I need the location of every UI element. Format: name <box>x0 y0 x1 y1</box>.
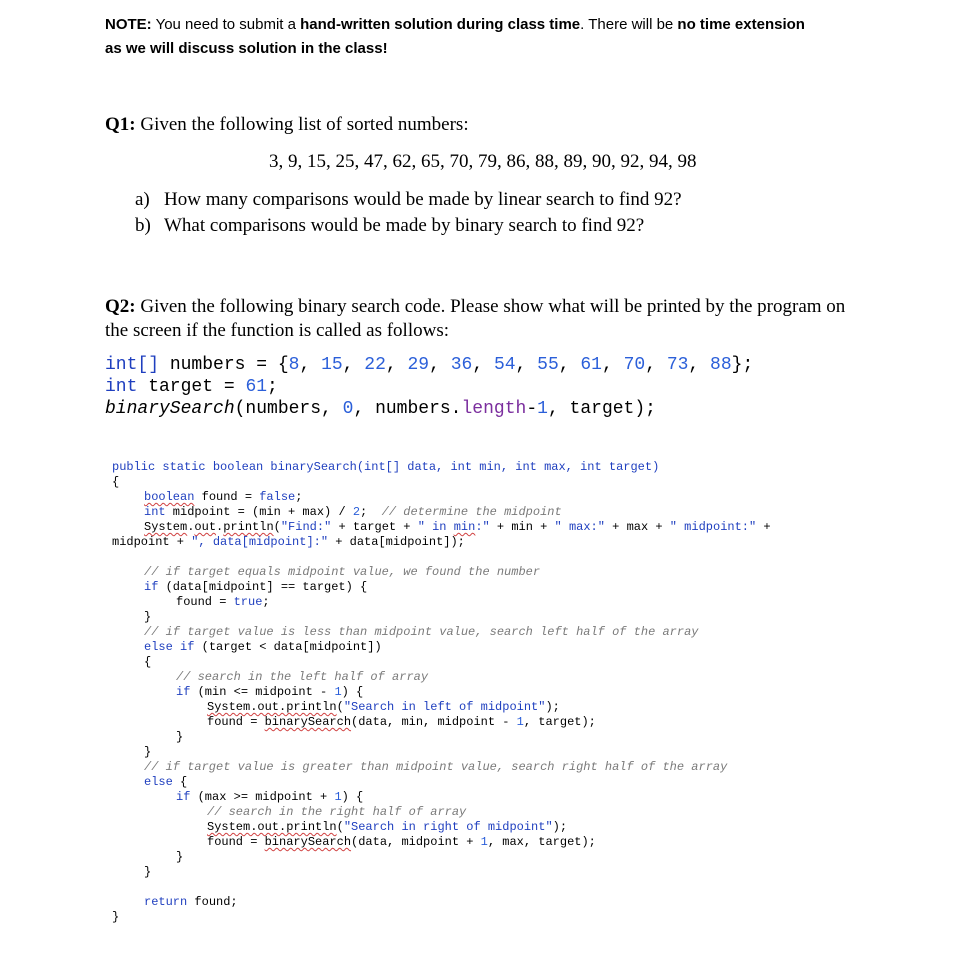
code-one-2: 1 <box>516 715 524 729</box>
call-number-value: 8 <box>288 355 300 375</box>
code-found-assign-2: found = <box>176 595 234 609</box>
code-line-else-if <box>144 640 382 654</box>
call-number-value: 29 <box>407 355 430 375</box>
call-line-2-end: ; <box>267 377 278 397</box>
code-str-data: ", data[midpoint]:" <box>191 535 329 549</box>
call-target-decl: target = <box>137 377 246 397</box>
code-data-midpoint: + data[midpoint]); <box>328 535 465 549</box>
call-number-separator: , <box>558 355 581 375</box>
code-binary-search-call: binarySearch <box>264 715 352 729</box>
q1-text: Given the following list of sorted numbers: <box>135 114 469 135</box>
code-paren-close: ); <box>545 700 560 714</box>
code-brace-open: { <box>112 475 120 489</box>
call-number-separator: , <box>688 355 711 375</box>
call-number-value: 36 <box>450 355 473 375</box>
code-str-min: min <box>453 520 476 534</box>
call-function-name: binarySearch <box>105 399 235 419</box>
code-if-max-cond: (max >= midpoint + <box>190 790 335 804</box>
code-args-left-end: , target); <box>523 715 596 729</box>
call-number-separator: , <box>601 355 624 375</box>
note-emphasis-handwritten: hand-written solution during class time <box>300 16 581 33</box>
code-brace-close-5: } <box>144 865 152 879</box>
code-else-if-kw: else if <box>144 640 195 654</box>
code-line-found-true <box>176 595 270 609</box>
note-label: NOTE: <box>105 16 152 33</box>
code-return-value: found; <box>187 895 238 909</box>
call-args-2: , numbers. <box>353 399 462 419</box>
code-comment-left: // search in the left half of array <box>176 670 429 684</box>
code-line-if-max <box>176 790 363 804</box>
code-line-midpoint <box>144 505 562 519</box>
code-println-right: System.out.println <box>207 820 337 834</box>
code-line-if-min <box>176 685 363 699</box>
call-type-int-array: int[] <box>105 355 160 375</box>
code-sig-text: public static boolean binarySearch(int[] data, int min, int max, int target) <box>112 460 660 474</box>
code-str-midpoint: " midpoint:" <box>669 520 757 534</box>
code-out: out <box>194 520 217 534</box>
code-if-kw-3: if <box>176 790 191 804</box>
note-text: You need to submit a <box>151 16 301 33</box>
code-plus-end: + <box>756 520 771 534</box>
call-line-1 <box>105 355 753 375</box>
code-println-left: System.out.println <box>207 700 337 714</box>
code-line-print-find-cont <box>112 535 465 549</box>
q2-label: Q2: <box>105 296 136 317</box>
code-println: println <box>223 520 274 534</box>
code-if-cond: (data[midpoint] == target) { <box>158 580 368 594</box>
call-number-values <box>289 355 732 375</box>
code-line-recurse-right <box>207 835 596 849</box>
code-found-assign-4: found = <box>207 835 265 849</box>
code-line-print-find <box>144 520 771 534</box>
code-str-in: " in <box>417 520 454 534</box>
code-line-found-decl <box>144 490 302 504</box>
code-line-else <box>144 775 187 789</box>
q1-heading <box>105 114 469 136</box>
call-minus: - <box>526 399 538 419</box>
code-str-max: " max:" <box>554 520 605 534</box>
code-return-kw: return <box>144 895 188 909</box>
q2-text-line-2: the screen if the function is called as follows: <box>105 320 450 341</box>
code-if-kw: if <box>144 580 159 594</box>
code-plus-target: + target + <box>331 520 418 534</box>
code-false-kw: false <box>259 490 296 504</box>
code-str-right: "Search in right of midpoint" <box>343 820 553 834</box>
code-semicolon-2: ; <box>360 505 382 519</box>
call-number-separator: , <box>385 355 408 375</box>
call-length-field: length <box>461 399 527 419</box>
code-dot: . <box>187 520 195 534</box>
code-line-print-left <box>207 700 560 714</box>
code-if-min-cond: (min <= midpoint - <box>190 685 335 699</box>
call-args-1: (numbers, <box>234 399 343 419</box>
code-str-colon: :" <box>475 520 490 534</box>
call-arg-one: 1 <box>537 399 548 419</box>
code-brace-close-3: } <box>144 745 152 759</box>
code-signature <box>112 460 659 474</box>
code-else-if-cond: (target < data[midpoint]) <box>194 640 382 654</box>
q1-label: Q1: <box>105 114 136 135</box>
code-line-print-right <box>207 820 567 834</box>
code-comment-equals: // if target equals midpoint value, we found the number <box>144 565 541 579</box>
code-plus-min: + min + <box>489 520 555 534</box>
q1-b-text: What comparisons would be made by binary search to find 92? <box>164 215 645 236</box>
code-brace-open-2: { <box>144 655 152 669</box>
call-line-2 <box>105 377 278 397</box>
call-number-value: 22 <box>364 355 386 375</box>
call-target-value: 61 <box>245 377 268 397</box>
code-else-brace: { <box>172 775 188 789</box>
code-line-if-equals <box>144 580 367 594</box>
code-boolean-kw: boolean <box>144 490 195 504</box>
code-midpoint-plus: midpoint + <box>112 535 192 549</box>
call-number-separator: , <box>472 355 494 375</box>
call-number-value: 15 <box>321 355 343 375</box>
call-number-value: 70 <box>623 355 646 375</box>
call-number-separator: , <box>645 355 667 375</box>
code-found-assign: found = <box>194 490 260 504</box>
call-number-value: 54 <box>493 355 516 375</box>
q2-text-line-1: Given the following binary search code. Please show what will be printed by the program on <box>135 296 846 317</box>
code-if-kw-2: if <box>176 685 191 699</box>
code-paren-2: ( <box>336 700 344 714</box>
code-true-kw: true <box>233 595 263 609</box>
note-text-2: . There will be <box>580 16 678 33</box>
call-number-value: 88 <box>710 355 732 375</box>
call-args-3: , target); <box>547 399 656 419</box>
q1-number-list: 3, 9, 15, 25, 47, 62, 65, 70, 79, 86, 88, 89, 90, 92, 94, 98 <box>269 151 697 172</box>
q2-heading <box>105 296 845 318</box>
call-number-separator: , <box>429 355 451 375</box>
code-brace-close-2: } <box>176 730 184 744</box>
code-str-find: "Find:" <box>280 520 332 534</box>
code-plus-max: + max + <box>604 520 670 534</box>
code-found-assign-3: found = <box>207 715 265 729</box>
code-one-4: 1 <box>480 835 488 849</box>
q1-a-text: How many comparisons would be made by linear search to find 92? <box>164 189 682 210</box>
code-int-kw: int <box>144 505 166 519</box>
call-numbers-decl: numbers = { <box>159 355 289 375</box>
code-args-right: (data, midpoint + <box>351 835 481 849</box>
code-dot-2: . <box>216 520 224 534</box>
code-midpoint-expr: midpoint = (min + max) / <box>165 505 353 519</box>
code-args-left: (data, min, midpoint - <box>351 715 517 729</box>
code-paren-close-2: ); <box>552 820 568 834</box>
code-paren-3: ( <box>336 820 344 834</box>
note-line-1 <box>105 16 805 33</box>
code-if-min-end: ) { <box>341 685 364 699</box>
call-number-value: 73 <box>666 355 689 375</box>
call-number-value: 55 <box>537 355 559 375</box>
code-comment-right: // search in the right half of array <box>207 805 467 819</box>
note-line-2: as we will discuss solution in the class! <box>105 40 388 57</box>
code-args-right-end: , max, target); <box>487 835 596 849</box>
code-two: 2 <box>352 505 361 519</box>
code-line-recurse-left <box>207 715 596 729</box>
code-line-return <box>144 895 238 909</box>
note-emphasis-extension: no time extension <box>677 16 805 33</box>
code-semicolon: ; <box>295 490 303 504</box>
call-number-separator: , <box>515 355 538 375</box>
code-one-3: 1 <box>334 790 342 804</box>
code-if-max-end: ) { <box>341 790 364 804</box>
code-comment-greater: // if target value is greater than midpoint value, search right half of the array <box>144 760 728 774</box>
call-type-int: int <box>105 377 138 397</box>
code-str-left: "Search in left of midpoint" <box>343 700 546 714</box>
code-comment-less: // if target value is less than midpoint value, search left half of the array <box>144 625 699 639</box>
call-line-3 <box>105 399 656 419</box>
code-semicolon-3: ; <box>262 595 270 609</box>
code-comment-midpoint: // determine the midpoint <box>381 505 562 519</box>
code-paren: ( <box>273 520 281 534</box>
q1-a-marker: a) <box>135 189 150 210</box>
code-brace-close-final: } <box>112 910 120 924</box>
q1-b-marker: b) <box>135 215 151 236</box>
call-number-separator: , <box>299 355 322 375</box>
code-system: System <box>144 520 188 534</box>
call-number-value: 61 <box>580 355 602 375</box>
code-one: 1 <box>334 685 342 699</box>
code-brace-close-1: } <box>144 610 152 624</box>
call-arg-zero: 0 <box>342 399 354 419</box>
call-number-separator: , <box>342 355 365 375</box>
call-line-1-end: }; <box>731 355 754 375</box>
code-brace-close-4: } <box>176 850 184 864</box>
code-binary-search-call-2: binarySearch <box>264 835 352 849</box>
code-else-kw: else <box>144 775 173 789</box>
